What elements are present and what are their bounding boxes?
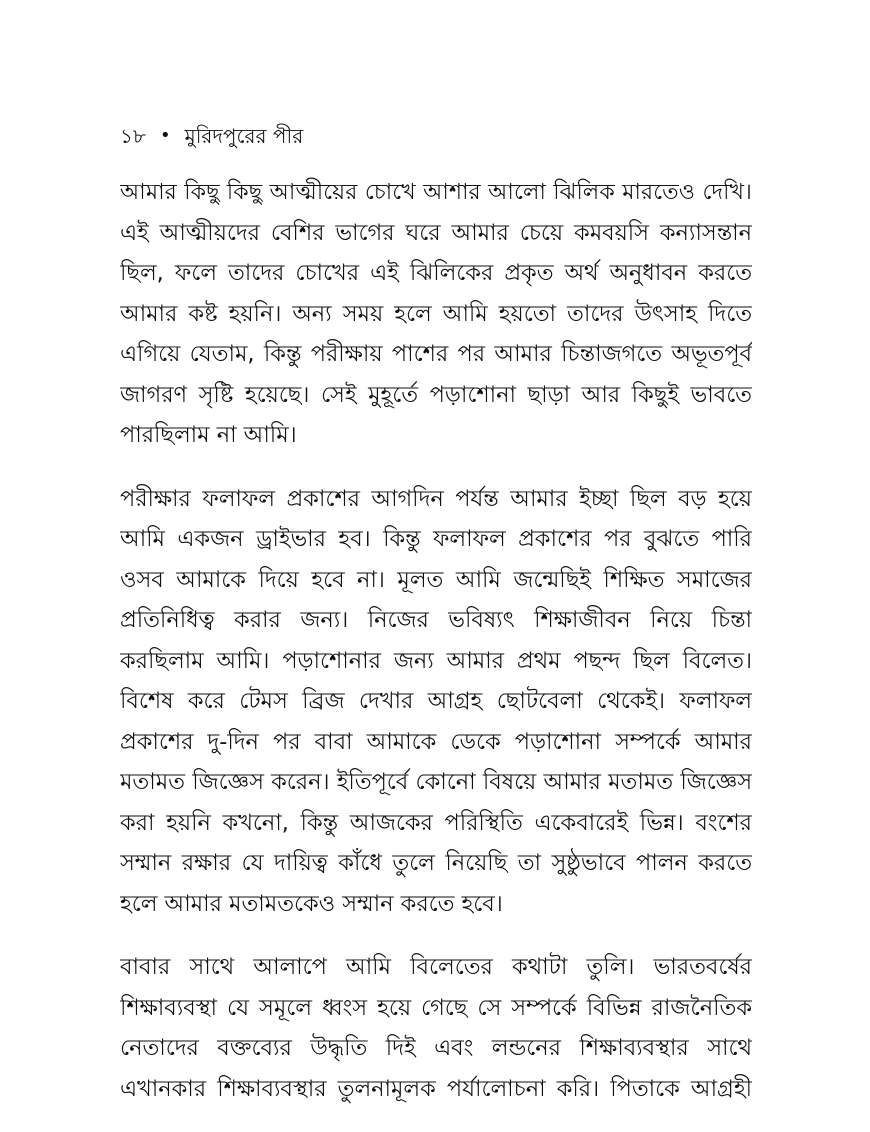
- text-line: আমার কষ্ট হয়নি। অন্য সময় হলে আমি হয়তো তাদের উৎসাহ দিতে: [120, 300, 752, 327]
- text-line: জাগরণ সৃষ্টি হয়েছে। সেই মুহূর্তে পড়াশোনা ছাড়া আর কিছুই ভাবতে: [120, 381, 752, 408]
- page-number: ১৮: [120, 124, 146, 148]
- text-line: বাবার সাথে আলাপে আমি বিলেতের কথাটা তুলি। ভারতবর্ষের: [120, 954, 752, 980]
- text-line: এই আত্মীয়দের বেশির ভাগের ঘরে আমার চেয়ে কমবয়সি কন্যাসন্তান: [120, 219, 752, 246]
- text-line: করা হয়নি কখনো, কিন্তু আজকের পরিস্থিতি একেবারেই ভিন্ন। বংশের: [120, 809, 752, 836]
- text-line: আমার কিছু কিছু আত্মীয়ের চোখে আশার আলো ঝিলিক মারতেও দেখি।: [120, 179, 752, 205]
- text-line: পারছিলাম না আমি।: [120, 422, 297, 448]
- header-separator: •: [159, 125, 171, 146]
- book-page: [120, 116, 752, 1132]
- text-line: শিক্ষাব্যবস্থা যে সমূলে ধ্বংস হয়ে গেছে সে সম্পর্কে বিভিন্ন রাজনৈতিক: [120, 994, 752, 1021]
- text-line: নেতাদের বক্তব্যের উদ্ধৃতি দিই এবং লন্ডনের শিক্ষাব্যবস্থার সাথে: [120, 1035, 752, 1061]
- text-line: ওসব আমাকে দিয়ে হবে না। মূলত আমি জন্মেছিই শিক্ষিত সমাজের: [120, 566, 752, 593]
- text-line: করছিলাম আমি। পড়াশোনার জন্য আমার প্রথম পছন্দ ছিল বিলেত।: [120, 647, 752, 674]
- text-line: আমি একজন ড্রাইভার হব। কিন্তু ফলাফল প্রকাশের পর বুঝতে পারি: [120, 526, 752, 552]
- text-line: পরীক্ষার ফলাফল প্রকাশের আগদিন পর্যন্ত আমার ইচ্ছা ছিল বড় হয়ে: [120, 485, 752, 512]
- running-header: [120, 116, 752, 156]
- text-line: প্রকাশের দু-দিন পর বাবা আমাকে ডেকে পড়াশোনা সম্পর্কে আমার: [120, 728, 752, 755]
- text-line: এখানকার শিক্ষাব্যবস্থার তুলনামূলক পর্যালোচনা করি। পিতাকে আগ্রহী: [120, 1075, 752, 1102]
- paragraph-3: [120, 947, 752, 1109]
- text-line: মতামত জিজ্ঞেস করেন। ইতিপূর্বে কোনো বিষয়ে আমার মতামত জিজ্ঞেস: [120, 769, 752, 795]
- paragraph-2: [120, 479, 752, 925]
- text-line: এগিয়ে যেতাম, কিন্তু পরীক্ষায় পাশের পর আমার চিন্তাজগতে অভূতপূর্ব: [120, 341, 752, 367]
- book-title: মুরিদপুরের পীর: [184, 124, 304, 148]
- text-line: প্রতিনিধিত্ব করার জন্য। নিজের ভবিষ্যৎ শিক্ষাজীবন নিয়ে চিন্তা: [120, 607, 752, 633]
- text-line: বিশেষ করে টেমস ব্রিজ দেখার আগ্রহ ছোটবেলা থেকেই। ফলাফল: [120, 688, 752, 714]
- text-line: ছিল, ফলে তাদের চোখের এই ঝিলিকের প্রকৃত অর্থ অনুধাবন করতে: [120, 260, 752, 286]
- text-line: সম্মান রক্ষার যে দায়িত্ব কাঁধে তুলে নিয়েছি তা সুষ্ঠুভাবে পালন করতে: [120, 850, 752, 876]
- text-line: হলে আমার মতামতকেও সম্মান করতে হবে।: [120, 890, 503, 917]
- paragraph-1: [120, 172, 752, 456]
